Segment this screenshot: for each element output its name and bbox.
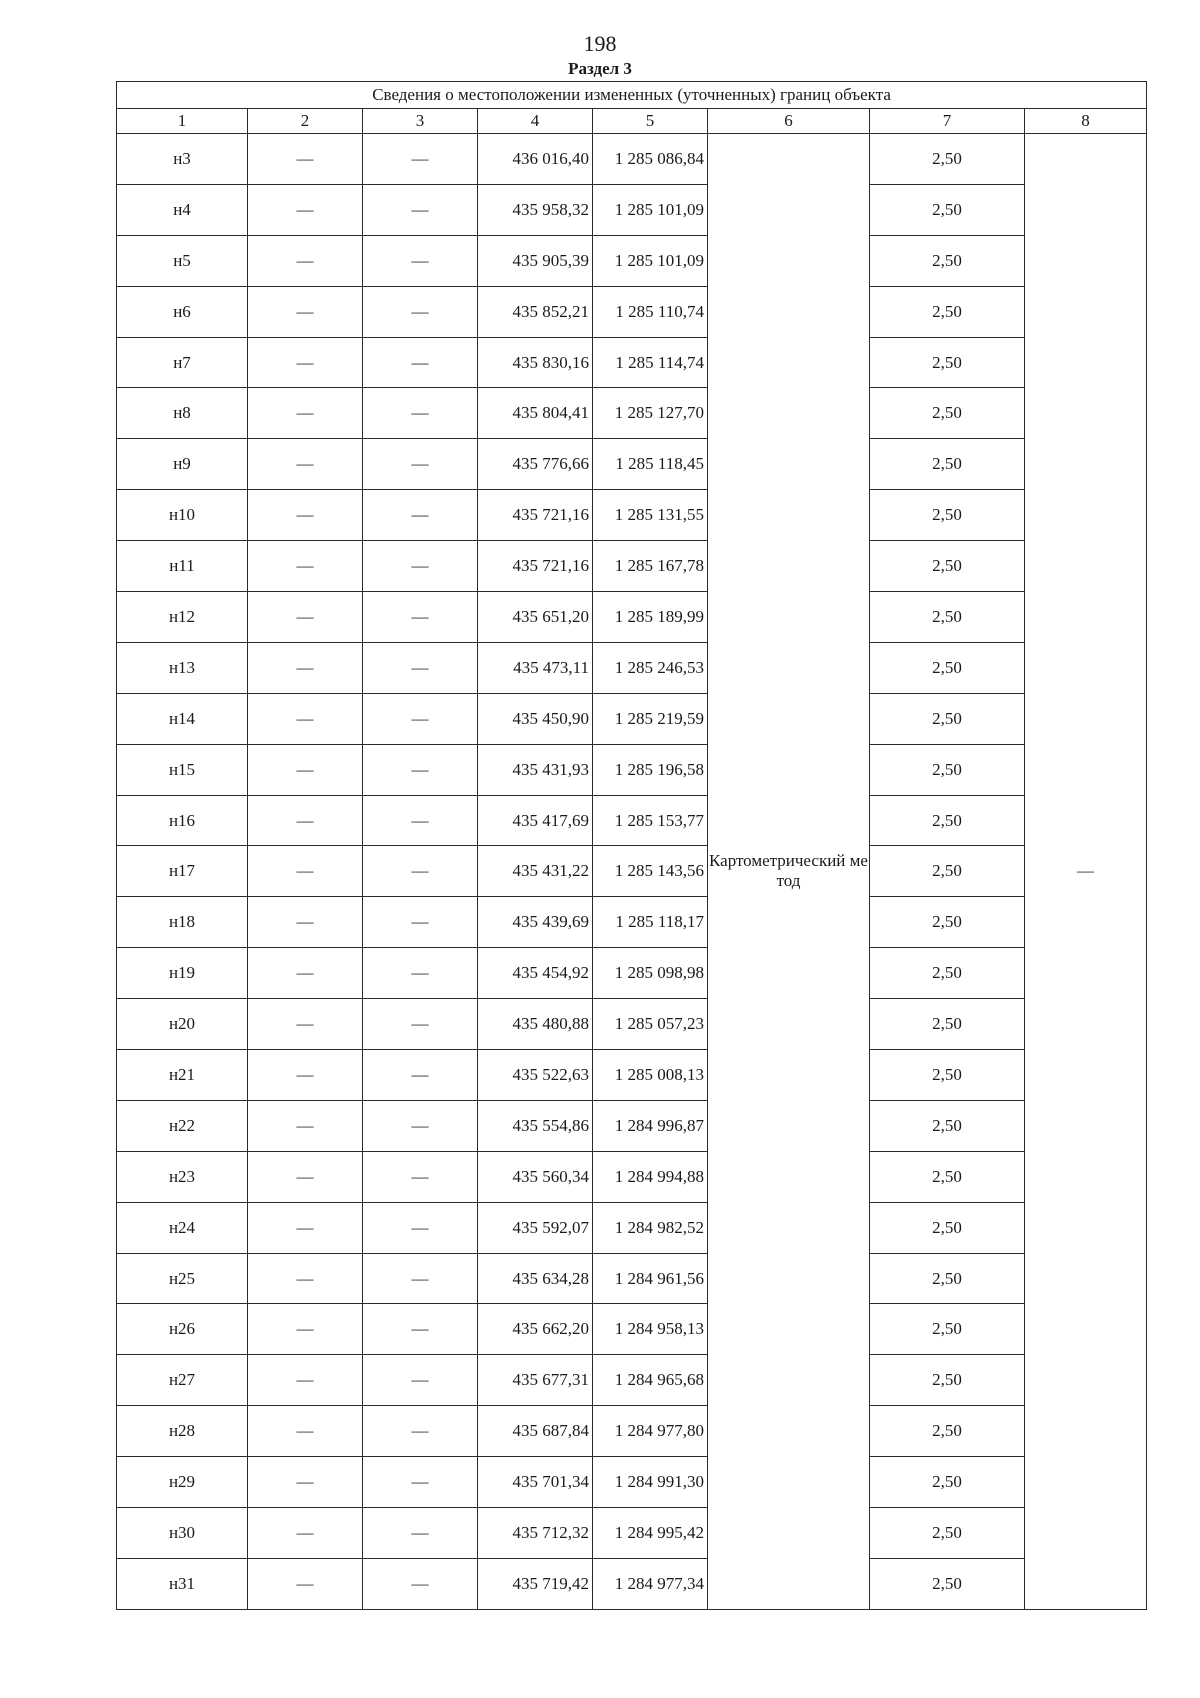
column-3-cell: — (363, 642, 478, 693)
accuracy-cell: 2,50 (870, 1304, 1025, 1355)
column-2-cell: — (248, 592, 363, 643)
point-name-cell: н24 (117, 1202, 248, 1253)
column-number-row (117, 109, 1147, 134)
table-row (117, 1406, 1147, 1457)
column-2-cell: — (248, 897, 363, 948)
y-coordinate-cell: 1 285 008,13 (593, 1050, 708, 1101)
column-number: 8 (1025, 109, 1147, 134)
accuracy-cell: 2,50 (870, 1508, 1025, 1559)
column-3-cell: — (363, 490, 478, 541)
column-number: 4 (478, 109, 593, 134)
accuracy-cell: 2,50 (870, 1151, 1025, 1202)
table-row (117, 1304, 1147, 1355)
column-2-cell: — (248, 846, 363, 897)
point-name-cell: н20 (117, 999, 248, 1050)
x-coordinate-cell: 435 439,69 (478, 897, 593, 948)
accuracy-cell: 2,50 (870, 1355, 1025, 1406)
accuracy-cell: 2,50 (870, 999, 1025, 1050)
y-coordinate-cell: 1 284 977,80 (593, 1406, 708, 1457)
column-3-cell: — (363, 795, 478, 846)
y-coordinate-cell: 1 284 982,52 (593, 1202, 708, 1253)
point-name-cell: н30 (117, 1508, 248, 1559)
column-3-cell: — (363, 592, 478, 643)
column-2-cell: — (248, 1304, 363, 1355)
accuracy-cell: 2,50 (870, 490, 1025, 541)
table-row (117, 846, 1147, 897)
column-3-cell: — (363, 846, 478, 897)
point-name-cell: н10 (117, 490, 248, 541)
column-3-cell: — (363, 1558, 478, 1609)
y-coordinate-cell: 1 284 996,87 (593, 1100, 708, 1151)
table-row (117, 1355, 1147, 1406)
column-2-cell: — (248, 693, 363, 744)
accuracy-cell: 2,50 (870, 846, 1025, 897)
table-row (117, 235, 1147, 286)
accuracy-cell: 2,50 (870, 795, 1025, 846)
y-coordinate-cell: 1 285 110,74 (593, 286, 708, 337)
accuracy-cell: 2,50 (870, 1100, 1025, 1151)
x-coordinate-cell: 435 473,11 (478, 642, 593, 693)
column-3-cell: — (363, 1253, 478, 1304)
column-2-cell: — (248, 999, 363, 1050)
x-coordinate-cell: 435 721,16 (478, 541, 593, 592)
point-name-cell: н6 (117, 286, 248, 337)
accuracy-cell: 2,50 (870, 897, 1025, 948)
column-8-cell: — (1025, 134, 1147, 1610)
accuracy-cell: 2,50 (870, 1457, 1025, 1508)
column-2-cell: — (248, 642, 363, 693)
column-2-cell: — (248, 1202, 363, 1253)
column-3-cell: — (363, 948, 478, 999)
x-coordinate-cell: 435 480,88 (478, 999, 593, 1050)
x-coordinate-cell: 435 560,34 (478, 1151, 593, 1202)
x-coordinate-cell: 435 522,63 (478, 1050, 593, 1101)
accuracy-cell: 2,50 (870, 439, 1025, 490)
column-3-cell: — (363, 1457, 478, 1508)
column-2-cell: — (248, 1508, 363, 1559)
y-coordinate-cell: 1 284 961,56 (593, 1253, 708, 1304)
column-number: 6 (708, 109, 870, 134)
x-coordinate-cell: 435 721,16 (478, 490, 593, 541)
column-number: 1 (117, 109, 248, 134)
column-3-cell: — (363, 1508, 478, 1559)
x-coordinate-cell: 435 454,92 (478, 948, 593, 999)
y-coordinate-cell: 1 285 101,09 (593, 235, 708, 286)
method-cell: Картометрический метод (708, 134, 870, 1610)
column-2-cell: — (248, 795, 363, 846)
point-name-cell: н9 (117, 439, 248, 490)
x-coordinate-cell: 435 592,07 (478, 1202, 593, 1253)
point-name-cell: н25 (117, 1253, 248, 1304)
table-row (117, 693, 1147, 744)
x-coordinate-cell: 435 634,28 (478, 1253, 593, 1304)
y-coordinate-cell: 1 285 196,58 (593, 744, 708, 795)
column-3-cell: — (363, 1355, 478, 1406)
x-coordinate-cell: 435 450,90 (478, 693, 593, 744)
column-3-cell: — (363, 1100, 478, 1151)
column-2-cell: — (248, 337, 363, 388)
x-coordinate-cell: 435 712,32 (478, 1508, 593, 1559)
point-name-cell: н13 (117, 642, 248, 693)
accuracy-cell: 2,50 (870, 693, 1025, 744)
x-coordinate-cell: 435 719,42 (478, 1558, 593, 1609)
accuracy-cell: 2,50 (870, 1406, 1025, 1457)
column-3-cell: — (363, 897, 478, 948)
table-row (117, 388, 1147, 439)
column-number: 3 (363, 109, 478, 134)
column-number: 7 (870, 109, 1025, 134)
y-coordinate-cell: 1 284 991,30 (593, 1457, 708, 1508)
y-coordinate-cell: 1 285 246,53 (593, 642, 708, 693)
point-name-cell: н17 (117, 846, 248, 897)
y-coordinate-cell: 1 285 189,99 (593, 592, 708, 643)
accuracy-cell: 2,50 (870, 642, 1025, 693)
x-coordinate-cell: 435 830,16 (478, 337, 593, 388)
column-3-cell: — (363, 999, 478, 1050)
point-name-cell: н12 (117, 592, 248, 643)
column-3-cell: — (363, 134, 478, 185)
table-row (117, 1050, 1147, 1101)
table-row (117, 1151, 1147, 1202)
table-row (117, 1100, 1147, 1151)
table-row (117, 642, 1147, 693)
accuracy-cell: 2,50 (870, 1050, 1025, 1101)
y-coordinate-cell: 1 285 101,09 (593, 184, 708, 235)
accuracy-cell: 2,50 (870, 235, 1025, 286)
column-3-cell: — (363, 1304, 478, 1355)
y-coordinate-cell: 1 285 127,70 (593, 388, 708, 439)
table-row (117, 184, 1147, 235)
table-row (117, 1558, 1147, 1609)
y-coordinate-cell: 1 285 131,55 (593, 490, 708, 541)
accuracy-cell: 2,50 (870, 184, 1025, 235)
accuracy-cell: 2,50 (870, 541, 1025, 592)
column-3-cell: — (363, 286, 478, 337)
boundary-coordinates-table (116, 81, 1147, 1610)
point-name-cell: н22 (117, 1100, 248, 1151)
point-name-cell: н4 (117, 184, 248, 235)
point-name-cell: н21 (117, 1050, 248, 1101)
y-coordinate-cell: 1 285 098,98 (593, 948, 708, 999)
page-number: 198 (583, 31, 617, 56)
accuracy-cell: 2,50 (870, 1202, 1025, 1253)
table-row (117, 439, 1147, 490)
y-coordinate-cell: 1 284 977,34 (593, 1558, 708, 1609)
point-name-cell: н8 (117, 388, 248, 439)
column-2-cell: — (248, 1050, 363, 1101)
section-title: Раздел 3 (568, 59, 632, 78)
table-row (117, 744, 1147, 795)
point-name-cell: н31 (117, 1558, 248, 1609)
column-3-cell: — (363, 1050, 478, 1101)
y-coordinate-cell: 1 285 057,23 (593, 999, 708, 1050)
y-coordinate-cell: 1 285 143,56 (593, 846, 708, 897)
point-name-cell: н3 (117, 134, 248, 185)
table-row (117, 948, 1147, 999)
table-row (117, 795, 1147, 846)
point-name-cell: н28 (117, 1406, 248, 1457)
x-coordinate-cell: 435 651,20 (478, 592, 593, 643)
accuracy-cell: 2,50 (870, 337, 1025, 388)
table-caption: Сведения о местоположении измененных (уточненных) границ объекта (117, 82, 1147, 109)
point-name-cell: н7 (117, 337, 248, 388)
y-coordinate-cell: 1 284 958,13 (593, 1304, 708, 1355)
column-2-cell: — (248, 1355, 363, 1406)
point-name-cell: н15 (117, 744, 248, 795)
column-number: 2 (248, 109, 363, 134)
x-coordinate-cell: 435 554,86 (478, 1100, 593, 1151)
table-row (117, 541, 1147, 592)
column-3-cell: — (363, 235, 478, 286)
y-coordinate-cell: 1 285 118,45 (593, 439, 708, 490)
column-2-cell: — (248, 286, 363, 337)
x-coordinate-cell: 435 431,22 (478, 846, 593, 897)
table-row (117, 1202, 1147, 1253)
x-coordinate-cell: 435 701,34 (478, 1457, 593, 1508)
point-name-cell: н16 (117, 795, 248, 846)
column-2-cell: — (248, 388, 363, 439)
column-2-cell: — (248, 541, 363, 592)
column-3-cell: — (363, 541, 478, 592)
column-2-cell: — (248, 1151, 363, 1202)
y-coordinate-cell: 1 285 118,17 (593, 897, 708, 948)
accuracy-cell: 2,50 (870, 592, 1025, 643)
x-coordinate-cell: 435 804,41 (478, 388, 593, 439)
column-2-cell: — (248, 1457, 363, 1508)
y-coordinate-cell: 1 285 114,74 (593, 337, 708, 388)
accuracy-cell: 2,50 (870, 1558, 1025, 1609)
column-2-cell: — (248, 184, 363, 235)
y-coordinate-cell: 1 285 167,78 (593, 541, 708, 592)
x-coordinate-cell: 435 431,93 (478, 744, 593, 795)
table-row (117, 134, 1147, 185)
accuracy-cell: 2,50 (870, 948, 1025, 999)
column-3-cell: — (363, 693, 478, 744)
y-coordinate-cell: 1 284 994,88 (593, 1151, 708, 1202)
table-row (117, 286, 1147, 337)
point-name-cell: н29 (117, 1457, 248, 1508)
table-row (117, 1457, 1147, 1508)
accuracy-cell: 2,50 (870, 1253, 1025, 1304)
table-row (117, 337, 1147, 388)
point-name-cell: н5 (117, 235, 248, 286)
column-2-cell: — (248, 490, 363, 541)
column-2-cell: — (248, 1100, 363, 1151)
accuracy-cell: 2,50 (870, 388, 1025, 439)
table-row (117, 1253, 1147, 1304)
column-3-cell: — (363, 439, 478, 490)
point-name-cell: н11 (117, 541, 248, 592)
x-coordinate-cell: 435 662,20 (478, 1304, 593, 1355)
column-2-cell: — (248, 948, 363, 999)
x-coordinate-cell: 435 677,31 (478, 1355, 593, 1406)
column-2-cell: — (248, 134, 363, 185)
x-coordinate-cell: 435 958,32 (478, 184, 593, 235)
point-name-cell: н27 (117, 1355, 248, 1406)
y-coordinate-cell: 1 285 153,77 (593, 795, 708, 846)
table-row (117, 592, 1147, 643)
table-row (117, 490, 1147, 541)
column-2-cell: — (248, 744, 363, 795)
y-coordinate-cell: 1 284 965,68 (593, 1355, 708, 1406)
x-coordinate-cell: 436 016,40 (478, 134, 593, 185)
x-coordinate-cell: 435 905,39 (478, 235, 593, 286)
column-2-cell: — (248, 1558, 363, 1609)
y-coordinate-cell: 1 285 086,84 (593, 134, 708, 185)
accuracy-cell: 2,50 (870, 286, 1025, 337)
point-name-cell: н26 (117, 1304, 248, 1355)
column-3-cell: — (363, 1151, 478, 1202)
column-3-cell: — (363, 184, 478, 235)
x-coordinate-cell: 435 417,69 (478, 795, 593, 846)
point-name-cell: н23 (117, 1151, 248, 1202)
column-3-cell: — (363, 744, 478, 795)
column-2-cell: — (248, 439, 363, 490)
accuracy-cell: 2,50 (870, 744, 1025, 795)
column-3-cell: — (363, 388, 478, 439)
column-2-cell: — (248, 1406, 363, 1457)
x-coordinate-cell: 435 687,84 (478, 1406, 593, 1457)
table-row (117, 897, 1147, 948)
column-3-cell: — (363, 1202, 478, 1253)
column-3-cell: — (363, 1406, 478, 1457)
table-row (117, 999, 1147, 1050)
point-name-cell: н19 (117, 948, 248, 999)
table-row (117, 1508, 1147, 1559)
x-coordinate-cell: 435 776,66 (478, 439, 593, 490)
column-number: 5 (593, 109, 708, 134)
accuracy-cell: 2,50 (870, 134, 1025, 185)
y-coordinate-cell: 1 284 995,42 (593, 1508, 708, 1559)
table-body (117, 134, 1147, 1610)
x-coordinate-cell: 435 852,21 (478, 286, 593, 337)
point-name-cell: н14 (117, 693, 248, 744)
column-3-cell: — (363, 337, 478, 388)
y-coordinate-cell: 1 285 219,59 (593, 693, 708, 744)
column-2-cell: — (248, 1253, 363, 1304)
column-2-cell: — (248, 235, 363, 286)
point-name-cell: н18 (117, 897, 248, 948)
